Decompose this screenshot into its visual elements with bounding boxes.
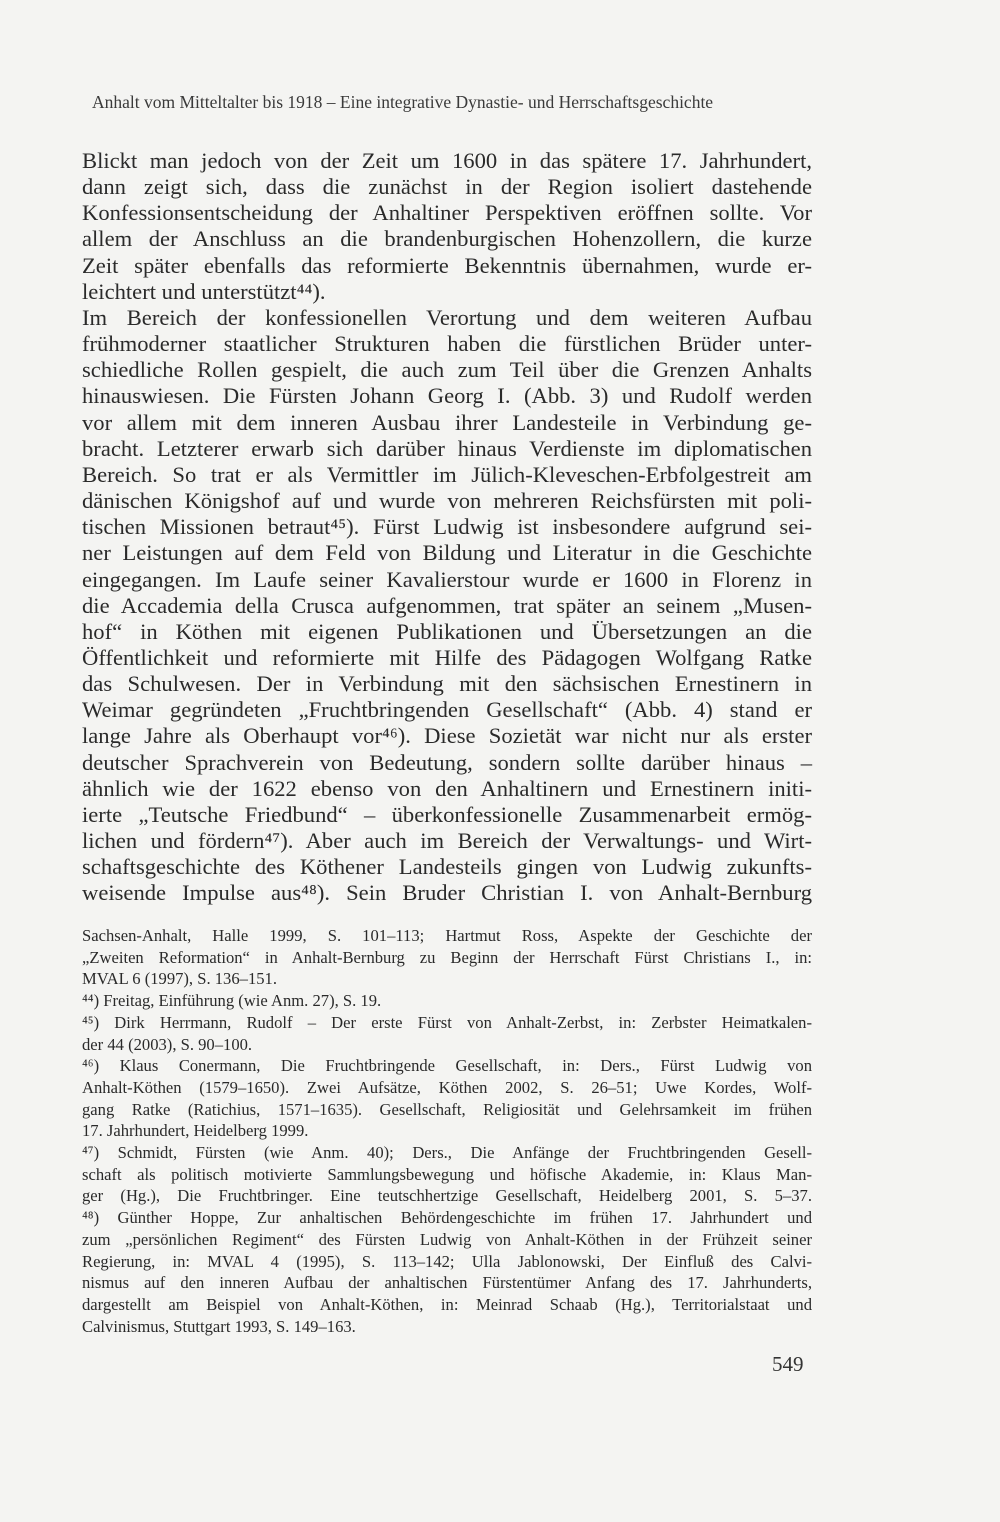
- text-line: allem der Anschluss an die brandenburgischen Hohenzollern, die kurze: [82, 226, 812, 252]
- footnote-line: ⁴⁶) Klaus Conermann, Die Fruchtbringende Gesellschaft, in: Ders., Fürst Ludwig von: [82, 1056, 812, 1076]
- text-line: frühmoderner staatlicher Strukturen haben die fürstlichen Brüder unter-: [82, 331, 812, 357]
- footnote-line: 17. Jahrhundert, Heidelberg 1999.: [82, 1121, 309, 1141]
- text-line: Blickt man jedoch von der Zeit um 1600 in das spätere 17. Jahrhundert,: [82, 148, 812, 173]
- text-line: eingegangen. Im Laufe seiner Kavalierstour wurde er 1600 in Florenz in: [82, 566, 812, 592]
- text-line: ähnlich wie der 1622 ebenso von den Anhaltinern und Ernestinern initi-: [82, 775, 812, 801]
- text-line: hof“ in Köthen mit eigenen Publikationen und Übersetzungen an die: [82, 618, 812, 644]
- text-line: tischen Missionen betraut⁴⁵). Fürst Ludwig ist insbesondere aufgrund sei-: [82, 514, 812, 540]
- footnotes: [82, 925, 812, 1337]
- footnote-line: ⁴⁵) Dirk Herrmann, Rudolf – Der erste Fürst von Anhalt-Zerbst, in: Zerbster Heimatkalen-: [82, 1012, 812, 1032]
- text-line: hinauswiesen. Die Fürsten Johann Georg I. (Abb. 3) und Rudolf werden: [82, 383, 812, 409]
- footnote-line: gang Ratke (Ratichius, 1571–1635). Gesellschaft, Religiosität und Gelehrsamkeit im frühen: [82, 1099, 812, 1119]
- text-line: deutscher Sprachverein von Bedeutung, sondern sollte darüber hinaus –: [82, 749, 812, 775]
- text-line: lichen und fördern⁴⁷). Aber auch im Bereich der Verwaltungs- und Wirt-: [82, 828, 812, 854]
- text-line: schaftsgeschichte des Köthener Landesteils gingen von Ludwig zukunfts-: [82, 854, 812, 880]
- text-line: lange Jahre als Oberhaupt vor⁴⁶). Diese Sozietät war nicht nur als erster: [82, 723, 812, 749]
- text-line: Öffentlichkeit und reformierte mit Hilfe des Pädagogen Wolfgang Ratke: [82, 644, 812, 670]
- text-line: Konfessionsentscheidung der Anhaltiner Perspektiven eröffnen sollte. Vor: [82, 200, 812, 226]
- footnote-line: Calvinismus, Stuttgart 1993, S. 149–163.: [82, 1316, 356, 1336]
- footnote-line: „Zweiten Reformation“ in Anhalt-Bernburg zu Beginn der Herrschaft Fürst Christians I., in:: [82, 947, 812, 967]
- footnote-line: ⁴⁷) Schmidt, Fürsten (wie Anm. 40); Ders., Die Anfänge der Fruchtbringenden Gesell-: [82, 1143, 812, 1163]
- text-line: Bereich. So trat er als Vermittler im Jülich-Kleveschen-Erbfolgestreit am: [82, 461, 812, 487]
- running-head: Anhalt vom Mitteltalter bis 1918 – Eine integrative Dynastie- und Herrschaftsgeschichte: [92, 92, 714, 112]
- footnote-line: der 44 (2003), S. 90–100.: [82, 1034, 253, 1054]
- page-number: 549: [772, 1352, 804, 1376]
- text-line: Im Bereich der konfessionellen Verortung und dem weiteren Aufbau: [82, 304, 812, 330]
- text-line: dann zeigt sich, dass die zunächst in der Region isoliert dastehende: [82, 174, 812, 200]
- footnote-line: Sachsen-Anhalt, Halle 1999, S. 101–113; Hartmut Ross, Aspekte der Geschichte der: [82, 926, 812, 945]
- footnote-line: ⁴⁴) Freitag, Einführung (wie Anm. 27), S. 19.: [82, 991, 382, 1011]
- footnote-line: ger (Hg.), Die Fruchtbringer. Eine teutschhertzige Gesellschaft, Heidelberg 2001, S. 5–37.: [82, 1186, 812, 1206]
- text-line: das Schulwesen. Der in Verbindung mit den sächsischen Ernestinern in: [82, 671, 812, 697]
- main-text: [82, 148, 812, 907]
- footnote-line: Anhalt-Köthen (1579–1650). Zwei Aufsätze, Köthen 2002, S. 26–51; Uwe Kordes, Wolf-: [82, 1077, 812, 1097]
- text-line: leichtert und unterstützt⁴⁴).: [82, 278, 326, 304]
- footnote-line: nismus auf den inneren Aufbau der anhaltischen Fürstentümer Anfang des 17. Jahrhunderts,: [82, 1273, 812, 1293]
- text-line: Weimar gegründeten „Fruchtbringenden Gesellschaft“ (Abb. 4) stand er: [82, 697, 812, 723]
- footnote-line: zum „persönlichen Regiment“ des Fürsten Ludwig von Anhalt-Köthen in der Frühzeit seiner: [82, 1229, 812, 1249]
- footnote-line: schaft als politisch motivierte Sammlungsbewegung und höfische Akademie, in: Klaus Man-: [82, 1164, 812, 1184]
- footnote-line: MVAL 6 (1997), S. 136–151.: [82, 969, 277, 989]
- text-line: schiedliche Rollen gespielt, die auch zum Teil über die Grenzen Anhalts: [82, 357, 812, 383]
- footnote-line: dargestellt am Beispiel von Anhalt-Köthen, in: Meinrad Schaab (Hg.), Territorialstaat und: [82, 1294, 812, 1314]
- text-line: bracht. Letzterer erwarb sich darüber hinaus Verdienste im diplomatischen: [82, 435, 812, 461]
- text-line: ner Leistungen auf dem Feld von Bildung und Literatur in die Geschichte: [82, 540, 812, 566]
- text-line: ierte „Teutsche Friedbund“ – überkonfessionelle Zusammenarbeit ermög-: [82, 801, 812, 827]
- text-line: weisende Impulse aus⁴⁸). Sein Bruder Christian I. von Anhalt-Bernburg: [82, 880, 812, 906]
- text-line: die Accademia della Crusca aufgenommen, trat später an seinem „Musen-: [82, 592, 812, 618]
- footnote-line: ⁴⁸) Günther Hoppe, Zur anhaltischen Behördengeschichte im frühen 17. Jahrhundert und: [82, 1208, 812, 1228]
- text-line: dänischen Königshof auf und wurde von mehreren Reichsfürsten mit poli-: [82, 488, 812, 514]
- footnote-line: Regierung, in: MVAL 4 (1995), S. 113–142; Ulla Jablonowski, Der Einfluß des Calvi-: [82, 1251, 812, 1271]
- text-line: vor allem mit dem inneren Ausbau ihrer Landesteile in Verbindung ge-: [82, 409, 812, 435]
- text-line: Zeit später ebenfalls das reformierte Bekenntnis übernahmen, wurde er-: [82, 252, 812, 278]
